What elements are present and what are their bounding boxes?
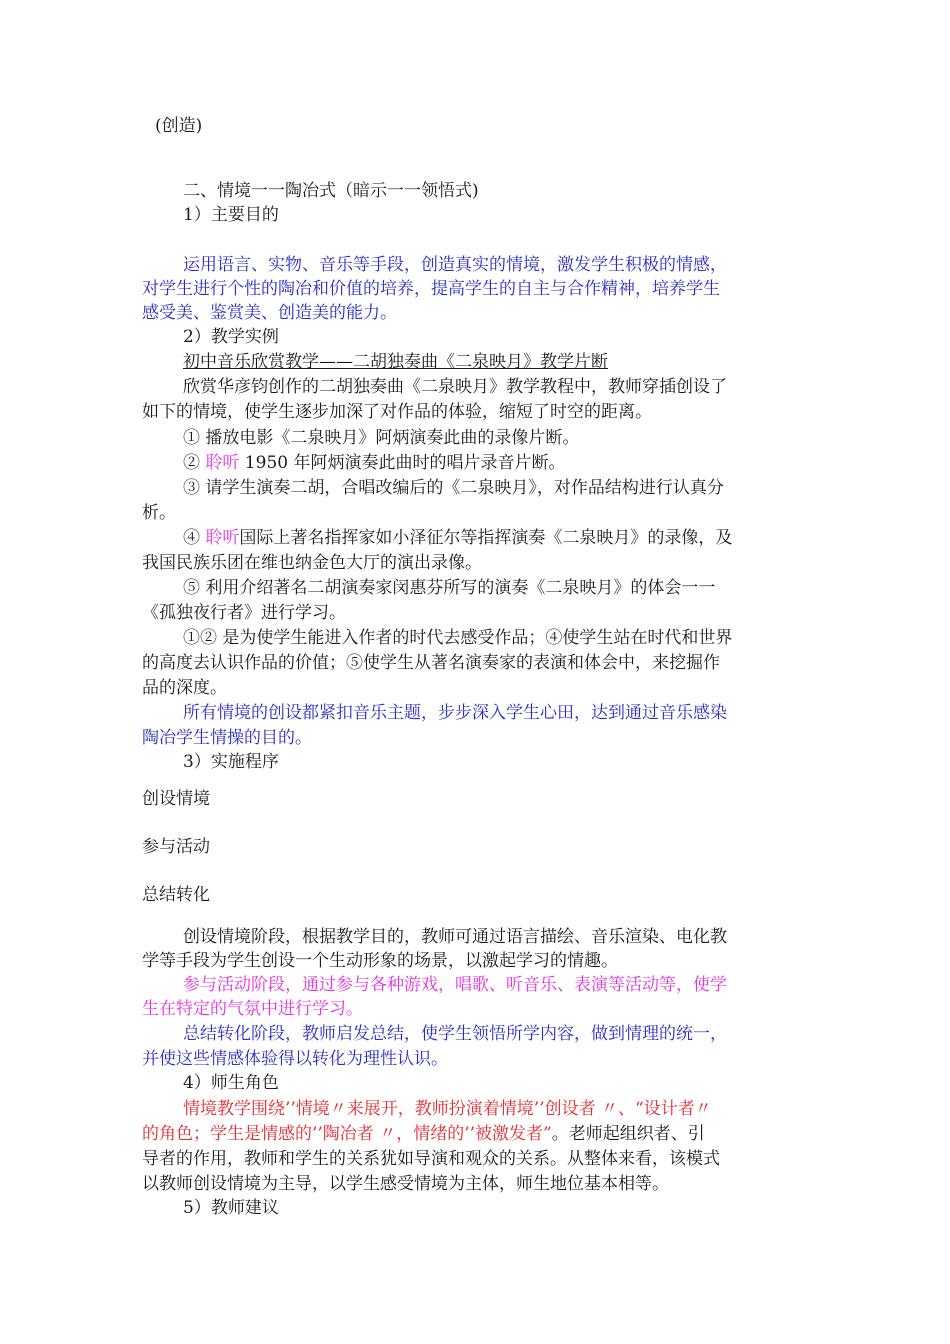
text-line: (创造) [155, 116, 203, 136]
list-item [183, 451, 565, 475]
text-line: 并使这些情感体验得以转化为理性认识。 [142, 1049, 448, 1069]
text-line: 析。 [142, 503, 176, 523]
text-line [142, 1122, 705, 1146]
text-line: 的高度去认识作品的价值；⑤使学生从著名演奏家的表演和体会中，来挖掘作 [142, 653, 720, 673]
text-line: 创设情境阶段，根据教学目的，教师可通过语言描绘、音乐渲染、电化教 [183, 927, 727, 947]
procedure-step: 创设情境 [142, 789, 210, 809]
text-line: 生在特定的气氛中进行学习。 [142, 999, 363, 1019]
subheading: 4）师生角色 [183, 1073, 279, 1093]
item-text: 国际上著名指挥家如小泽征尔等指挥演奏《二泉映月》的录像，及 [239, 528, 733, 548]
text-line: 总结转化阶段，教师启发总结，使学生领悟所学内容，做到情理的统一， [183, 1024, 727, 1044]
list-item: ① 播放电影《二泉映月》阿炳演奏此曲的录像片断。 [183, 428, 580, 448]
list-item [183, 526, 732, 550]
text-line: 学等手段为学生创设一个生动形象的场景，以激起学习的情趣。 [142, 951, 618, 971]
item-text: 1950 年阿炳演奏此曲时的唱片录音片断。 [239, 453, 566, 473]
text-line: 运用语言、实物、音乐等手段，创造真实的情境，激发学生积极的情感， [183, 255, 727, 275]
procedure-step: 参与活动 [142, 837, 210, 857]
text-line: 《孤独夜行者》进行学习。 [142, 603, 346, 623]
subheading: 5）教师建议 [183, 1198, 279, 1218]
text-line: 感受美、鉴赏美、创造美的能力。 [142, 303, 397, 323]
text-line: 以教师创设情境为主导，以学生感受情境为主体，师生地位基本相等。 [142, 1174, 669, 1194]
text-line: 导者的作用，教师和学生的关系犹如导演和观众的关系。从整体来看，该模式 [142, 1149, 720, 1169]
text-line: 陶冶学生情操的目的。 [142, 728, 312, 748]
list-item: ⑤ 利用介绍著名二胡演奏家闵惠芬所写的演奏《二泉映月》的体会一一 [183, 578, 716, 598]
text-line: 参与活动阶段，通过参与各种游戏，唱歌、听音乐、表演等活动等，使学 [183, 975, 727, 995]
text-line: 欣赏华彦钧创作的二胡独奏曲《二泉映月》教学教程中，教师穿插创设了 [183, 377, 727, 397]
item-marker: ④ [183, 528, 206, 548]
text-line: 所有情境的创设都紧扣音乐主题，步步深入学生心田，达到通过音乐感染 [183, 703, 727, 723]
highlight-word: 聆听 [205, 528, 240, 548]
subheading: 1）主要目的 [183, 205, 279, 225]
example-title: 初中音乐欣赏教学——二胡独奏曲《二泉映月》教学片断 [183, 352, 608, 372]
highlight-word: 聆听 [205, 453, 240, 473]
text-line: 如下的情境，使学生逐步加深了对作品的体验，缩短了时空的距离。 [142, 402, 652, 422]
text-span: 的角色；学生是情感的’’陶冶者 〃，情绪的’’被激发者” [142, 1124, 552, 1144]
procedure-step: 总结转化 [142, 885, 210, 905]
section-heading: 二、情境一一陶冶式（暗示一一领悟式) [183, 181, 479, 201]
text-line: 情境教学围绕’’情境〃来展开，教师扮演着情境’’创设者 〃、“设计者〃 [183, 1099, 712, 1119]
subheading: 3）实施程序 [183, 752, 279, 772]
text-line: 品的深度。 [142, 678, 227, 698]
text-span: 。老师起组织者、引 [551, 1124, 705, 1144]
list-item: ③ 请学生演奏二胡，合唱改编后的《二泉映月》，对作品结构进行认真分 [183, 478, 724, 498]
subheading: 2）教学实例 [183, 327, 279, 347]
text-line: ①② 是为使学生能进入作者的时代去感受作品；④使学生站在时代和世界 [183, 628, 733, 648]
item-marker: ② [183, 453, 206, 473]
text-line: 对学生进行个性的陶冶和价值的培养，提高学生的自主与合作精神，培养学生 [142, 279, 720, 299]
text-line: 我国民族乐团在维也纳金色大厅的演出录像。 [142, 553, 482, 573]
